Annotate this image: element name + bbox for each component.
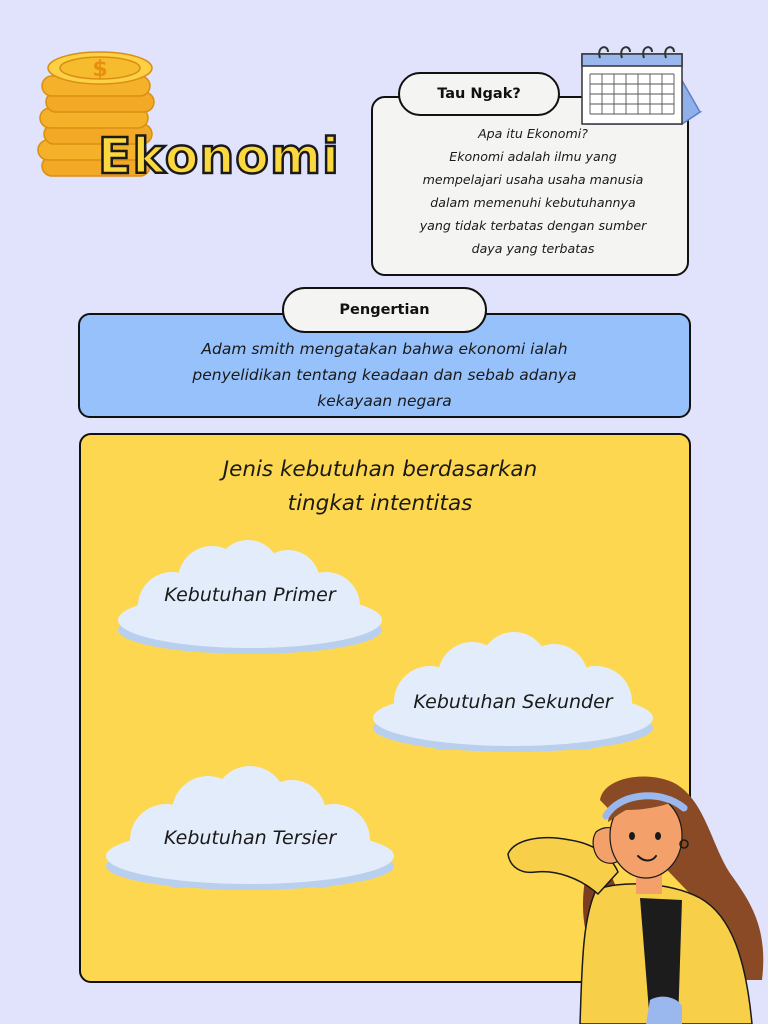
need-primary-label: Kebutuhan Primer [164, 584, 336, 606]
definition-line: penyelidikan tentang keadaan dan sebab adanya [192, 366, 577, 384]
info-card-tab: Tau Ngak? [398, 72, 560, 116]
info-line: mempelajari usaha usaha manusia [422, 172, 644, 187]
needs-heading [150, 453, 610, 521]
info-line: yang tidak terbatas dengan sumber [419, 218, 647, 233]
definition-tab: Pengertian [282, 287, 487, 333]
info-line: Apa itu Ekonomi? [478, 126, 588, 141]
definition-line: Adam smith mengatakan bahwa ekonomi ialah [201, 340, 568, 358]
definition-body [120, 336, 649, 414]
needs-heading-line: Jenis kebutuhan berdasarkan [222, 457, 538, 482]
page-title: Ekonomi [98, 128, 340, 185]
info-line: dalam memenuhi kebutuhannya [430, 195, 636, 210]
need-secondary-label: Kebutuhan Sekunder [413, 691, 613, 713]
need-tertiary-label: Kebutuhan Tersier [163, 827, 337, 849]
info-line: Ekonomi adalah ilmu yang [449, 149, 617, 164]
thinking-girl-illustration [500, 770, 768, 1024]
svg-text:$: $ [92, 57, 108, 82]
definition-line: kekayaan negara [317, 392, 452, 410]
needs-heading-line: tingkat intentitas [287, 491, 473, 516]
info-line: daya yang terbatas [471, 241, 595, 256]
calendar-icon [578, 42, 706, 144]
